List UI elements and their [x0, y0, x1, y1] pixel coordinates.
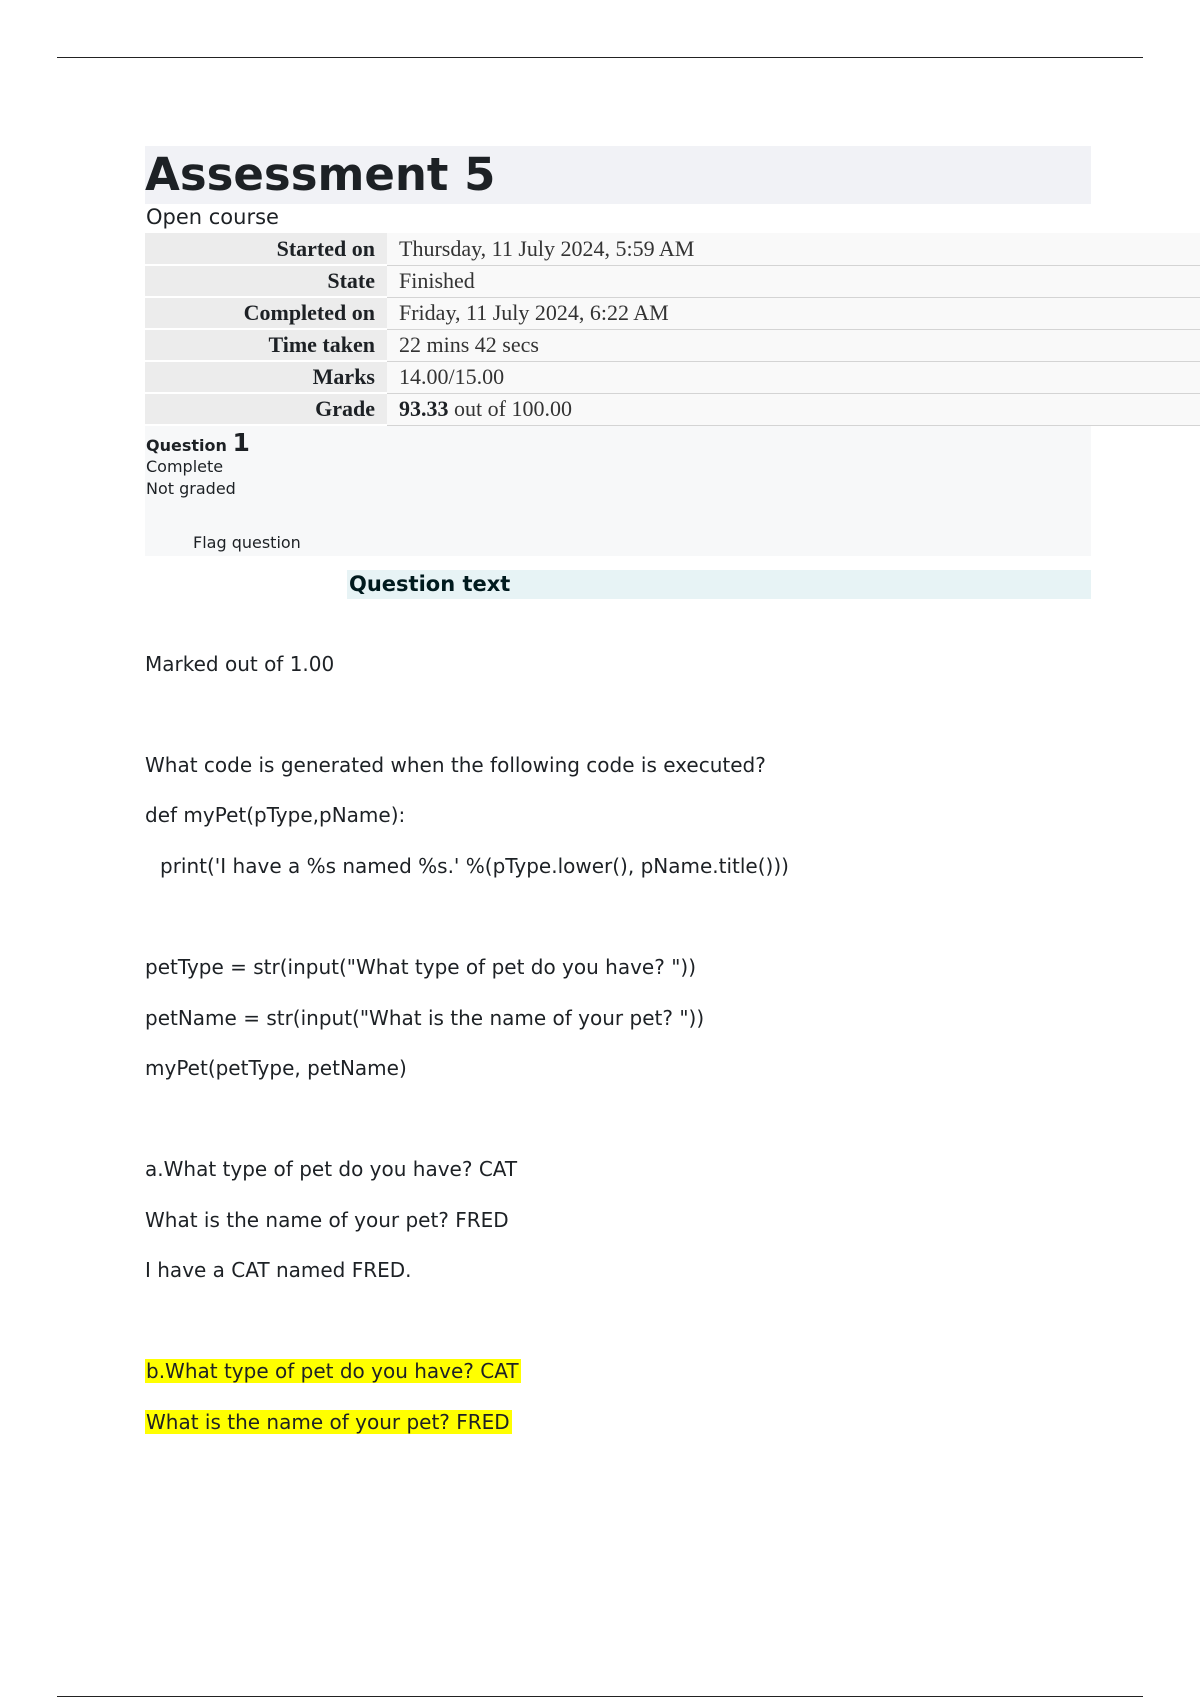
option-b-line [145, 1408, 512, 1436]
option-a-line: a.What type of pet do you have? CAT [145, 1157, 518, 1181]
attempt-summary-table [145, 233, 1200, 426]
question-text-heading: Question text [349, 572, 511, 596]
summary-label-grade: Grade [145, 393, 387, 425]
grade-out-of: out of 100.00 [448, 396, 572, 421]
summary-label-started: Started on [145, 233, 387, 265]
summary-label-completed: Completed on [145, 297, 387, 329]
open-course-link[interactable]: Open course [146, 205, 279, 229]
question-number-prefix: Question [146, 436, 233, 455]
marked-out-of: Marked out of 1.00 [145, 652, 335, 676]
code-line: petName = str(input("What is the name of your pet? ")) [145, 1006, 705, 1030]
top-divider [57, 57, 1143, 58]
summary-label-marks: Marks [145, 361, 387, 393]
page-title: Assessment 5 [145, 148, 496, 201]
question-number-value: 1 [232, 428, 250, 457]
highlighted-answer: b.What type of pet do you have? CAT [146, 1359, 519, 1383]
table-row [145, 233, 1200, 265]
table-row [145, 265, 1200, 297]
table-row [145, 393, 1200, 425]
summary-value-state: Finished [387, 265, 1200, 297]
grade-score: 93.33 [399, 396, 449, 421]
option-a-line: What is the name of your pet? FRED [145, 1208, 509, 1232]
summary-value-grade [387, 393, 1200, 425]
option-a-line: I have a CAT named FRED. [145, 1258, 412, 1282]
code-line: petType = str(input("What type of pet do you have? ")) [145, 955, 697, 979]
question-grading: Not graded [146, 479, 236, 498]
question-status: Complete [146, 457, 224, 476]
highlighted-answer: What is the name of your pet? FRED [146, 1410, 510, 1434]
table-row [145, 329, 1200, 361]
table-row [145, 297, 1200, 329]
question-number [146, 428, 250, 457]
code-line: def myPet(pType,pName): [145, 803, 406, 827]
question-prompt: What code is generated when the following code is executed? [145, 753, 766, 777]
code-line: myPet(petType, petName) [145, 1056, 407, 1080]
summary-value-started: Thursday, 11 July 2024, 5:59 AM [387, 233, 1200, 265]
summary-label-time-taken: Time taken [145, 329, 387, 361]
code-line: print('I have a %s named %s.' %(pType.lower(), pName.title())) [160, 854, 789, 878]
bottom-divider [57, 1696, 1143, 1697]
summary-value-marks: 14.00/15.00 [387, 361, 1200, 393]
table-row [145, 361, 1200, 393]
summary-label-state: State [145, 265, 387, 297]
option-b-line [145, 1357, 521, 1385]
summary-value-completed: Friday, 11 July 2024, 6:22 AM [387, 297, 1200, 329]
flag-question-link[interactable]: Flag question [193, 533, 301, 552]
summary-value-time-taken: 22 mins 42 secs [387, 329, 1200, 361]
